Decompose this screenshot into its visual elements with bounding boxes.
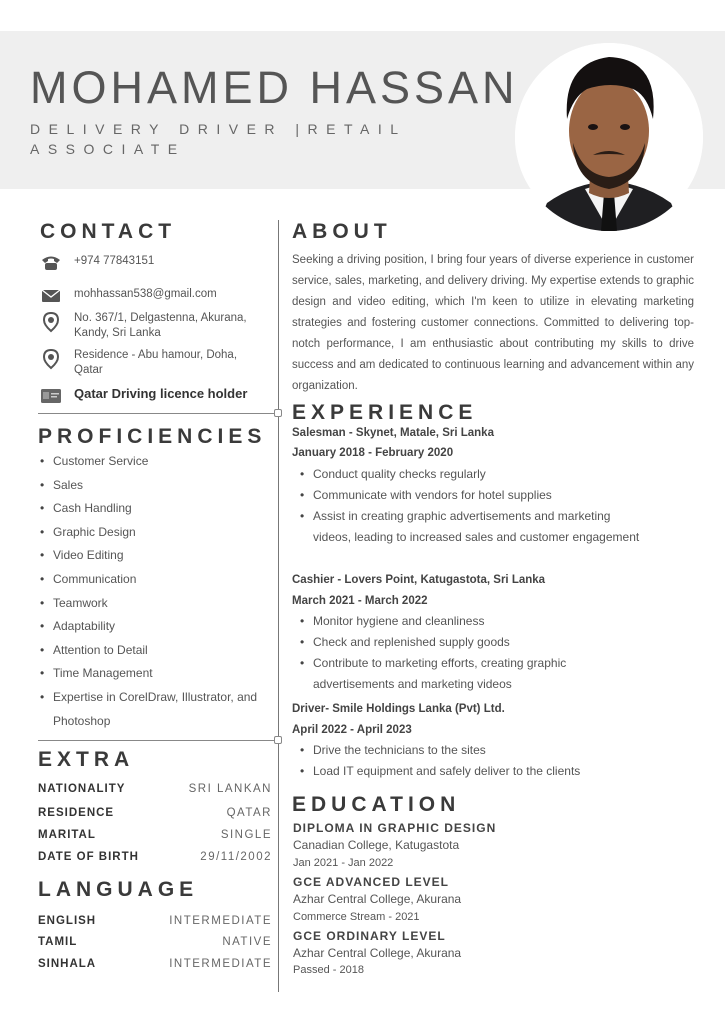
job-duties-list	[298, 611, 643, 695]
list-item: • Graphic Design	[38, 521, 276, 545]
list-item: • Assist in creating graphic advertisements and marketing videos, leading to increased sales and customer engagement	[298, 506, 643, 548]
extra-label: NATIONALITY	[38, 783, 126, 795]
home-address: No. 367/1, Delgastenna, Akurana, Kandy, Sri Lanka	[74, 312, 247, 339]
proficiencies-heading: PROFICIENCIES	[38, 425, 267, 448]
contact-divider	[38, 413, 276, 414]
extra-label: DATE OF BIRTH	[38, 851, 139, 863]
language-label: SINHALA	[38, 958, 97, 970]
job-duties-list	[298, 464, 643, 548]
email-icon	[40, 287, 62, 305]
job-title: Driver- Smile Holdings Lanka (Pvt) Ltd.	[292, 703, 505, 715]
list-item: • Teamwork	[38, 592, 276, 616]
language-level: INTERMEDIATE	[169, 915, 272, 927]
extra-label: MARITAL	[38, 829, 96, 841]
list-item: • Check and replenished supply goods	[298, 632, 643, 653]
contact-address	[40, 311, 264, 341]
job-dates: January 2018 - February 2020	[292, 447, 454, 459]
extra-value: SINGLE	[220, 829, 272, 841]
language-label: ENGLISH	[38, 915, 97, 927]
about-text: Seeking a driving position, I bring four years of diverse experience in customer service, sales, marketing, and delivery driving. My expertise extends to graphic design and video editing, which I'm keen to utilize in elevating marketing strategies and fostering customer connections. Committed to delivering top-notch performance, I am enthusiastic about contributing my skills to drive success and am dedicated to continuous learning and advancement within any organization.	[292, 254, 694, 392]
job-title: Salesman - Skynet, Matale, Sri Lanka	[292, 427, 494, 439]
candidate-name: MOHAMED HASSAN	[30, 62, 519, 113]
language-level: NATIVE	[222, 936, 272, 948]
extra-heading: EXTRA	[38, 748, 135, 771]
extra-row-dob	[38, 851, 272, 863]
job-dates: March 2021 - March 2022	[292, 595, 428, 607]
extra-value: QATAR	[226, 807, 272, 819]
list-item: • Cash Handling	[38, 497, 276, 521]
proficiencies-list	[38, 450, 276, 733]
language-row-english	[38, 915, 272, 927]
list-item: • Adaptability	[38, 615, 276, 639]
extra-label: RESIDENCE	[38, 807, 115, 819]
education-school: Azhar Central College, Akurana	[293, 892, 462, 906]
about-heading: ABOUT	[292, 220, 392, 243]
profile-photo-illustration	[515, 43, 703, 231]
profile-photo	[515, 43, 703, 231]
education-title: GCE ORDINARY LEVEL	[293, 929, 446, 943]
divider-marker	[274, 736, 282, 744]
job-dates: April 2022 - April 2023	[292, 724, 412, 736]
candidate-title: DELIVERY DRIVER |RETAIL ASSOCIATE	[30, 121, 407, 157]
licence-text: Qatar Driving licence holder	[74, 386, 248, 401]
contact-heading: CONTACT	[40, 220, 177, 243]
language-label: TAMIL	[38, 936, 78, 948]
language-row-tamil	[38, 936, 272, 948]
extra-row-residence	[38, 807, 272, 819]
education-detail: Passed - 2018	[293, 964, 364, 976]
job-title: Cashier - Lovers Point, Katugastota, Sri Lanka	[292, 574, 546, 586]
list-item: • Customer Service	[38, 450, 276, 474]
location-pin-icon	[40, 348, 62, 370]
phone-icon	[40, 254, 62, 272]
contact-email	[40, 287, 217, 305]
contact-phone	[40, 254, 154, 272]
experience-heading: EXPERIENCE	[292, 401, 478, 424]
extra-value: 29/11/2002	[200, 851, 272, 863]
list-item: • Load IT equipment and safely deliver to the clients	[298, 761, 643, 782]
education-school: Azhar Central College, Akurana	[293, 946, 462, 960]
proficiencies-divider	[38, 740, 276, 741]
language-row-sinhala	[38, 958, 272, 970]
list-item: • Video Editing	[38, 544, 276, 568]
extra-value: SRI LANKAN	[188, 783, 272, 795]
list-item: • Expertise in CorelDraw, Illustrator, and Photoshop	[38, 686, 276, 733]
education-detail: Commerce Stream - 2021	[293, 911, 420, 923]
driving-licence-icon	[40, 386, 62, 404]
education-detail: Jan 2021 - Jan 2022	[293, 857, 394, 869]
education-title: DIPLOMA IN GRAPHIC DESIGN	[293, 821, 497, 835]
location-pin-icon	[40, 311, 62, 333]
contact-residence	[40, 348, 264, 378]
column-divider	[278, 220, 279, 992]
list-item: • Conduct quality checks regularly	[298, 464, 643, 485]
list-item: • Time Management	[38, 662, 276, 686]
residence-address: Residence - Abu hamour, Doha, Qatar	[74, 349, 238, 376]
education-title: GCE ADVANCED LEVEL	[293, 875, 450, 889]
list-item: • Contribute to marketing efforts, creating graphic advertisements and marketing videos	[298, 653, 643, 695]
education-school: Canadian College, Katugastota	[293, 838, 460, 852]
list-item: • Attention to Detail	[38, 639, 276, 663]
contact-licence	[40, 386, 247, 404]
phone-number: +974 77843151	[74, 255, 155, 267]
education-heading: EDUCATION	[292, 793, 461, 816]
language-heading: LANGUAGE	[38, 878, 199, 901]
divider-marker	[274, 409, 282, 417]
list-item: • Communicate with vendors for hotel supplies	[298, 485, 643, 506]
email-address[interactable]: mohhassan538@gmail.com	[74, 288, 217, 300]
extra-row-nationality	[38, 783, 272, 795]
job-duties-list	[298, 740, 643, 782]
list-item: • Sales	[38, 474, 276, 498]
extra-row-marital	[38, 829, 272, 841]
list-item: • Drive the technicians to the sites	[298, 740, 643, 761]
list-item: • Monitor hygiene and cleanliness	[298, 611, 643, 632]
language-level: INTERMEDIATE	[169, 958, 272, 970]
list-item: • Communication	[38, 568, 276, 592]
